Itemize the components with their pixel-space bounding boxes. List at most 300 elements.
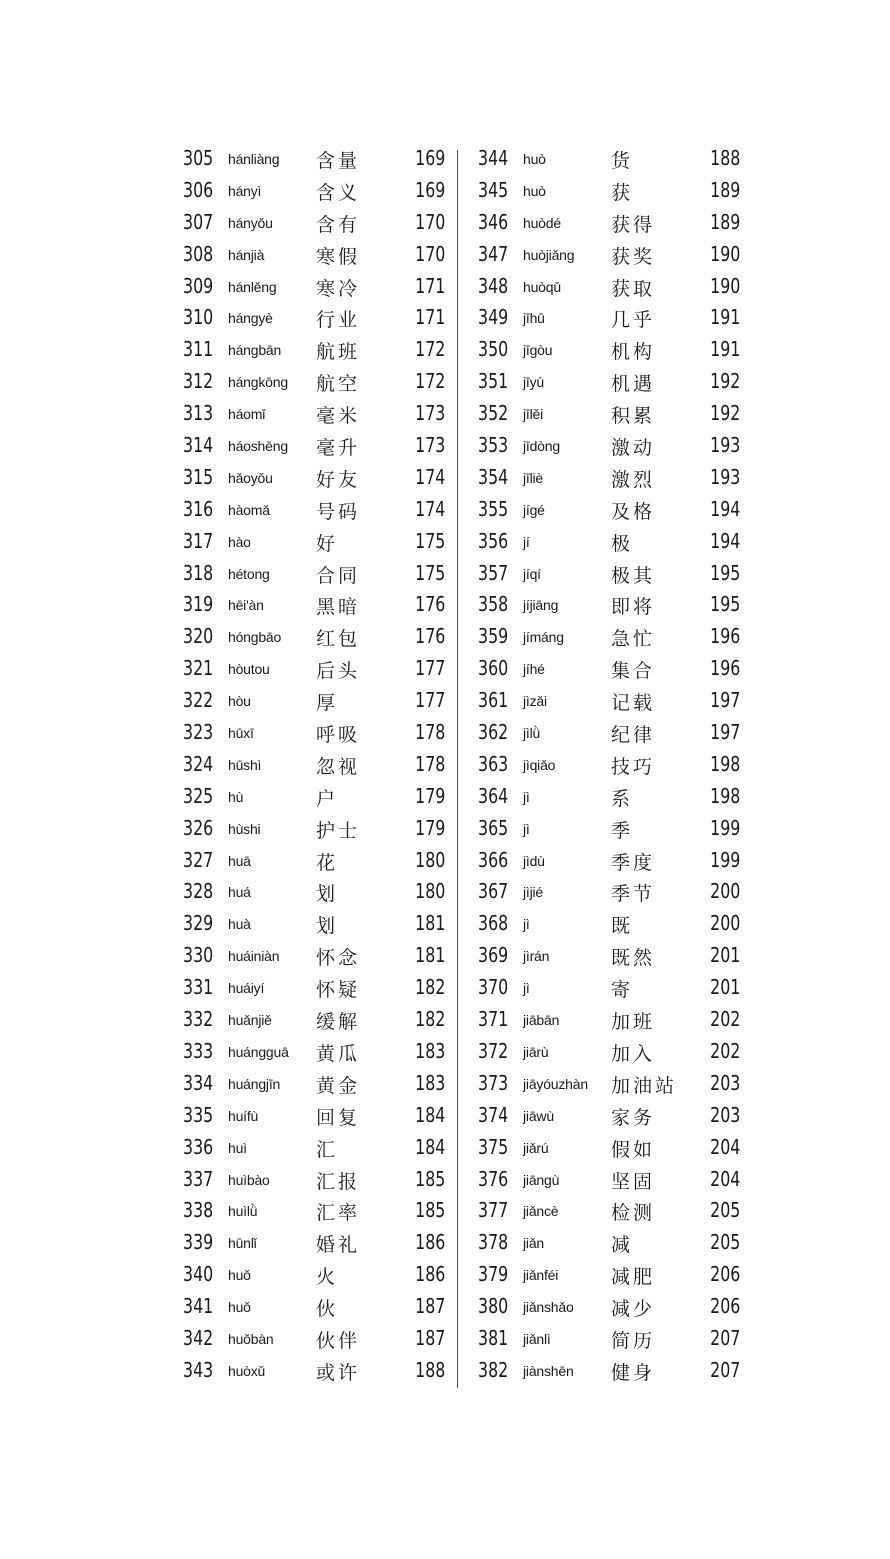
- vocab-entry-row: [183, 557, 445, 589]
- entry-hanzi: 极其: [611, 564, 656, 587]
- entry-page-number: 189: [709, 177, 740, 202]
- entry-hanzi: 护士: [316, 819, 361, 842]
- entry-pinyin: huífù: [228, 1107, 259, 1124]
- entry-pinyin: jì: [523, 980, 530, 997]
- vocab-entry-row: [478, 1354, 740, 1386]
- entry-hanzi: 含有: [316, 213, 361, 236]
- entry-page-number: 196: [709, 656, 740, 681]
- entry-page-number: 185: [414, 1198, 445, 1223]
- entry-number: 320: [183, 624, 214, 649]
- entry-number: 356: [478, 528, 509, 553]
- entry-page-number: 185: [414, 1166, 445, 1191]
- entry-pinyin: hángyè: [228, 310, 273, 327]
- entry-page-number: 202: [709, 1007, 740, 1032]
- entry-hanzi: 技巧: [611, 755, 656, 778]
- vocab-entry-row: [478, 333, 740, 365]
- vocab-entry-row: [478, 1258, 740, 1290]
- entry-hanzi: 汇: [316, 1138, 339, 1161]
- entry-hanzi: 伙伴: [316, 1329, 361, 1352]
- entry-pinyin: jīgòu: [523, 342, 553, 359]
- entry-number: 364: [478, 783, 509, 808]
- entry-page-number: 175: [414, 560, 445, 585]
- entry-pinyin: jígé: [523, 501, 545, 518]
- entry-pinyin: jíjiāng: [523, 597, 559, 614]
- vocab-entry-row: [183, 971, 445, 1003]
- entry-hanzi: 花: [316, 851, 339, 874]
- entry-number: 381: [478, 1325, 509, 1350]
- entry-number: 365: [478, 815, 509, 840]
- vocab-entry-row: [478, 939, 740, 971]
- entry-number: 347: [478, 241, 509, 266]
- vocab-entry-row: [478, 1290, 740, 1322]
- entry-page-number: 172: [414, 337, 445, 362]
- entry-page-number: 171: [414, 305, 445, 330]
- entry-pinyin: háomǐ: [228, 406, 266, 423]
- entry-hanzi: 获取: [611, 277, 656, 300]
- entry-pinyin: jiāyóuzhàn: [523, 1075, 588, 1092]
- entry-hanzi: 既然: [611, 947, 656, 970]
- entry-hanzi: 减肥: [611, 1266, 656, 1289]
- vocab-entry-row: [478, 1194, 740, 1226]
- entry-page-number: 180: [414, 847, 445, 872]
- vocab-entry-row: [183, 270, 445, 302]
- entry-number: 312: [183, 369, 214, 394]
- entry-pinyin: huáiniàn: [228, 948, 280, 965]
- entry-hanzi: 货: [611, 150, 634, 172]
- entry-hanzi: 纪律: [611, 724, 656, 747]
- vocab-entry-row: [478, 844, 740, 876]
- entry-number: 368: [478, 911, 509, 936]
- vocab-entry-row: [478, 301, 740, 333]
- entry-pinyin: jiǎnlì: [523, 1330, 551, 1347]
- entry-page-number: 205: [709, 1230, 740, 1255]
- entry-number: 340: [183, 1262, 214, 1287]
- entry-pinyin: jīyù: [523, 374, 544, 391]
- entry-page-number: 174: [414, 464, 445, 489]
- entry-page-number: 184: [414, 1134, 445, 1159]
- entry-number: 322: [183, 688, 214, 713]
- entry-pinyin: hánjià: [228, 246, 265, 263]
- entry-number: 363: [478, 751, 509, 776]
- entry-number: 352: [478, 401, 509, 426]
- entry-pinyin: jìjié: [523, 884, 544, 901]
- vocab-entry-row: [478, 142, 740, 174]
- vocab-entry-row: [478, 780, 740, 812]
- entry-hanzi: 划: [316, 883, 339, 906]
- entry-hanzi: 含量: [316, 150, 361, 172]
- entry-number: 331: [183, 975, 214, 1000]
- entry-number: 371: [478, 1007, 509, 1032]
- entry-page-number: 178: [414, 751, 445, 776]
- entry-page-number: 179: [414, 815, 445, 840]
- entry-hanzi: 及格: [611, 500, 656, 523]
- entry-pinyin: háoshēng: [228, 438, 288, 455]
- entry-page-number: 181: [414, 943, 445, 968]
- entry-page-number: 178: [414, 720, 445, 745]
- entry-page-number: 196: [709, 624, 740, 649]
- entry-pinyin: huángguā: [228, 1043, 289, 1060]
- entry-number: 379: [478, 1262, 509, 1287]
- entry-page-number: 190: [709, 241, 740, 266]
- entry-page-number: 170: [414, 241, 445, 266]
- entry-hanzi: 好友: [316, 468, 361, 491]
- entry-pinyin: hányì: [228, 182, 262, 199]
- vocab-entry-row: [478, 365, 740, 397]
- entry-number: 311: [183, 337, 214, 362]
- entry-page-number: 207: [709, 1357, 740, 1382]
- entry-number: 370: [478, 975, 509, 1000]
- entry-hanzi: 缓解: [316, 1011, 361, 1034]
- vocab-entry-row: [183, 939, 445, 971]
- entry-hanzi: 或许: [316, 1361, 361, 1384]
- entry-hanzi: 健身: [611, 1361, 656, 1384]
- vocab-entry-row: [478, 716, 740, 748]
- vocab-entry-row: [183, 844, 445, 876]
- entry-number: 354: [478, 464, 509, 489]
- entry-pinyin: jìdù: [523, 852, 545, 869]
- entry-pinyin: jiànshēn: [523, 1362, 574, 1379]
- column-divider: [457, 150, 458, 1388]
- vocab-entry-row: [183, 1099, 445, 1131]
- entry-page-number: 204: [709, 1134, 740, 1159]
- entry-page-number: 200: [709, 911, 740, 936]
- entry-pinyin: hángbān: [228, 342, 282, 359]
- entry-number: 313: [183, 401, 214, 426]
- entry-pinyin: jì: [523, 820, 530, 837]
- entry-number: 307: [183, 209, 214, 234]
- entry-pinyin: jiābān: [523, 1012, 560, 1029]
- entry-page-number: 199: [709, 847, 740, 872]
- entry-hanzi: 坚固: [611, 1170, 656, 1193]
- vocab-entry-row: [183, 652, 445, 684]
- entry-number: 309: [183, 273, 214, 298]
- vocab-entry-row: [183, 748, 445, 780]
- entry-page-number: 183: [414, 1070, 445, 1095]
- entry-number: 372: [478, 1038, 509, 1063]
- vocab-entry-row: [183, 1131, 445, 1163]
- entry-hanzi: 获: [611, 181, 634, 204]
- entry-pinyin: huǎnjiě: [228, 1012, 272, 1029]
- vocab-entry-row: [478, 620, 740, 652]
- entry-number: 358: [478, 592, 509, 617]
- entry-page-number: 188: [709, 146, 740, 170]
- entry-number: 351: [478, 369, 509, 394]
- entry-pinyin: jiāngù: [523, 1171, 560, 1188]
- entry-pinyin: huòxǔ: [228, 1362, 266, 1379]
- vocab-entry-row: [183, 716, 445, 748]
- vocab-entry-row: [183, 907, 445, 939]
- entry-pinyin: hóngbāo: [228, 629, 282, 646]
- entry-page-number: 206: [709, 1294, 740, 1319]
- vocab-entry-row: [183, 1258, 445, 1290]
- entry-page-number: 180: [414, 879, 445, 904]
- entry-pinyin: jí: [523, 533, 530, 550]
- vocab-column-left: [183, 142, 445, 1386]
- entry-number: 361: [478, 688, 509, 713]
- entry-page-number: 190: [709, 273, 740, 298]
- entry-pinyin: hánlěng: [228, 278, 277, 295]
- entry-pinyin: huángjīn: [228, 1075, 281, 1092]
- entry-pinyin: hángkōng: [228, 374, 288, 391]
- vocab-entry-row: [183, 684, 445, 716]
- entry-hanzi: 极: [611, 532, 634, 555]
- entry-page-number: 186: [414, 1262, 445, 1287]
- entry-page-number: 177: [414, 688, 445, 713]
- vocab-entry-row: [478, 174, 740, 206]
- entry-hanzi: 划: [316, 915, 339, 938]
- entry-page-number: 188: [414, 1357, 445, 1382]
- vocab-entry-row: [478, 557, 740, 589]
- entry-pinyin: hù: [228, 788, 244, 805]
- vocab-entry-row: [478, 1226, 740, 1258]
- entry-pinyin: hào: [228, 533, 251, 550]
- entry-pinyin: jì: [523, 788, 530, 805]
- entry-pinyin: hūxī: [228, 725, 254, 742]
- vocab-entry-row: [478, 429, 740, 461]
- entry-number: 317: [183, 528, 214, 553]
- entry-hanzi: 季节: [611, 883, 656, 906]
- entry-page-number: 205: [709, 1198, 740, 1223]
- entry-hanzi: 简历: [611, 1329, 656, 1352]
- vocab-entry-row: [183, 588, 445, 620]
- vocab-entry-row: [183, 525, 445, 557]
- entry-page-number: 184: [414, 1102, 445, 1127]
- entry-number: 337: [183, 1166, 214, 1191]
- entry-number: 359: [478, 624, 509, 649]
- entry-hanzi: 行业: [316, 309, 361, 332]
- vocab-entry-row: [183, 1003, 445, 1035]
- vocab-entry-row: [478, 1035, 740, 1067]
- entry-hanzi: 获得: [611, 213, 656, 236]
- entry-pinyin: jìzǎi: [523, 693, 547, 710]
- vocab-entry-row: [183, 174, 445, 206]
- vocab-entry-row: [478, 652, 740, 684]
- vocab-entry-row: [478, 684, 740, 716]
- entry-page-number: 179: [414, 783, 445, 808]
- entry-number: 325: [183, 783, 214, 808]
- entry-pinyin: huá: [228, 884, 251, 901]
- entry-hanzi: 记载: [611, 692, 656, 715]
- vocab-entry-row: [478, 493, 740, 525]
- entry-hanzi: 加入: [611, 1042, 656, 1065]
- vocab-entry-row: [478, 1099, 740, 1131]
- entry-pinyin: hòutou: [228, 661, 270, 678]
- vocab-entry-row: [478, 907, 740, 939]
- entry-hanzi: 怀疑: [316, 979, 361, 1002]
- entry-hanzi: 寄: [611, 979, 634, 1002]
- entry-page-number: 201: [709, 975, 740, 1000]
- entry-hanzi: 好: [316, 532, 339, 555]
- entry-pinyin: huì: [228, 1139, 247, 1156]
- vocab-entry-row: [478, 1067, 740, 1099]
- entry-number: 355: [478, 496, 509, 521]
- entry-page-number: 194: [709, 528, 740, 553]
- entry-page-number: 176: [414, 592, 445, 617]
- entry-page-number: 181: [414, 911, 445, 936]
- vocab-entry-row: [478, 397, 740, 429]
- entry-page-number: 194: [709, 496, 740, 521]
- entry-page-number: 193: [709, 464, 740, 489]
- entry-hanzi: 航班: [316, 341, 361, 364]
- entry-page-number: 175: [414, 528, 445, 553]
- entry-pinyin: jīhū: [523, 310, 545, 327]
- entry-hanzi: 黄金: [316, 1074, 361, 1097]
- entry-hanzi: 怀念: [316, 947, 361, 970]
- entry-hanzi: 合同: [316, 564, 361, 587]
- entry-number: 374: [478, 1102, 509, 1127]
- entry-pinyin: jìrán: [523, 948, 550, 965]
- entry-number: 344: [478, 146, 509, 170]
- entry-page-number: 203: [709, 1102, 740, 1127]
- entry-number: 375: [478, 1134, 509, 1159]
- entry-number: 367: [478, 879, 509, 904]
- entry-number: 329: [183, 911, 214, 936]
- entry-pinyin: hūnlǐ: [228, 1235, 257, 1252]
- entry-pinyin: jìlǜ: [523, 725, 541, 742]
- entry-number: 321: [183, 656, 214, 681]
- entry-pinyin: jīdòng: [523, 438, 560, 455]
- entry-number: 305: [183, 146, 214, 170]
- entry-pinyin: hétong: [228, 565, 270, 582]
- vocab-entry-row: [183, 397, 445, 429]
- entry-hanzi: 几乎: [611, 309, 656, 332]
- vocab-entry-row: [183, 1322, 445, 1354]
- vocab-entry-row: [183, 1035, 445, 1067]
- entry-page-number: 207: [709, 1325, 740, 1350]
- vocab-entry-row: [183, 1226, 445, 1258]
- entry-page-number: 200: [709, 879, 740, 904]
- entry-page-number: 187: [414, 1325, 445, 1350]
- entry-number: 378: [478, 1230, 509, 1255]
- entry-number: 350: [478, 337, 509, 362]
- entry-pinyin: jímáng: [523, 629, 564, 646]
- entry-pinyin: hòu: [228, 693, 251, 710]
- entry-hanzi: 集合: [611, 660, 656, 683]
- entry-number: 318: [183, 560, 214, 585]
- entry-number: 333: [183, 1038, 214, 1063]
- entry-hanzi: 机遇: [611, 373, 656, 396]
- entry-hanzi: 厚: [316, 692, 339, 715]
- vocab-entry-row: [183, 875, 445, 907]
- entry-hanzi: 汇率: [316, 1202, 361, 1225]
- entry-page-number: 198: [709, 751, 740, 776]
- entry-pinyin: hēi'àn: [228, 597, 264, 614]
- vocab-entry-row: [478, 1131, 740, 1163]
- entry-number: 330: [183, 943, 214, 968]
- entry-page-number: 192: [709, 401, 740, 426]
- entry-page-number: 171: [414, 273, 445, 298]
- vocab-column-right: [478, 142, 740, 1386]
- entry-pinyin: huáiyí: [228, 980, 265, 997]
- entry-hanzi: 黑暗: [316, 596, 361, 619]
- entry-number: 328: [183, 879, 214, 904]
- entry-hanzi: 火: [316, 1266, 339, 1289]
- entry-page-number: 192: [709, 369, 740, 394]
- entry-number: 324: [183, 751, 214, 776]
- entry-pinyin: hǎoyǒu: [228, 469, 273, 486]
- entry-hanzi: 毫升: [316, 437, 361, 460]
- entry-pinyin: huòjiǎng: [523, 246, 575, 263]
- vocab-entry-row: [478, 461, 740, 493]
- entry-page-number: 189: [709, 209, 740, 234]
- entry-hanzi: 后头: [316, 660, 361, 683]
- entry-hanzi: 寒冷: [316, 277, 361, 300]
- entry-pinyin: huò: [523, 182, 546, 199]
- entry-pinyin: huìbào: [228, 1171, 270, 1188]
- vocab-entry-row: [183, 206, 445, 238]
- entry-page-number: 202: [709, 1038, 740, 1063]
- entry-number: 332: [183, 1007, 214, 1032]
- vocab-entry-row: [478, 206, 740, 238]
- vocab-entry-row: [183, 620, 445, 652]
- entry-page-number: 173: [414, 433, 445, 458]
- entry-pinyin: huà: [228, 916, 251, 933]
- vocab-entry-row: [478, 270, 740, 302]
- entry-number: 353: [478, 433, 509, 458]
- entry-hanzi: 伙: [316, 1298, 339, 1321]
- entry-pinyin: jíqí: [523, 565, 541, 582]
- entry-pinyin: hánliàng: [228, 151, 280, 167]
- entry-number: 348: [478, 273, 509, 298]
- vocab-entry-row: [478, 971, 740, 1003]
- vocab-entry-row: [183, 493, 445, 525]
- entry-page-number: 195: [709, 560, 740, 585]
- entry-page-number: 206: [709, 1262, 740, 1287]
- vocab-entry-row: [183, 142, 445, 174]
- entry-number: 377: [478, 1198, 509, 1223]
- entry-number: 362: [478, 720, 509, 745]
- vocab-entry-row: [478, 588, 740, 620]
- entry-pinyin: jiǎrú: [523, 1139, 549, 1156]
- entry-pinyin: hùshi: [228, 820, 261, 837]
- vocab-entry-row: [183, 1354, 445, 1386]
- entry-hanzi: 家务: [611, 1106, 656, 1129]
- entry-hanzi: 既: [611, 915, 634, 938]
- entry-number: 373: [478, 1070, 509, 1095]
- entry-number: 357: [478, 560, 509, 585]
- entry-page-number: 186: [414, 1230, 445, 1255]
- entry-number: 338: [183, 1198, 214, 1223]
- entry-hanzi: 回复: [316, 1106, 361, 1129]
- vocab-entry-row: [183, 1290, 445, 1322]
- entry-number: 343: [183, 1357, 214, 1382]
- entry-hanzi: 黄瓜: [316, 1042, 361, 1065]
- entry-pinyin: jì: [523, 916, 530, 933]
- entry-hanzi: 季度: [611, 851, 656, 874]
- entry-page-number: 172: [414, 369, 445, 394]
- entry-number: 342: [183, 1325, 214, 1350]
- entry-hanzi: 获奖: [611, 245, 656, 268]
- entry-page-number: 173: [414, 401, 445, 426]
- entry-pinyin: jiǎnféi: [523, 1267, 559, 1284]
- entry-hanzi: 婚礼: [316, 1234, 361, 1257]
- entry-pinyin: jíhé: [523, 661, 545, 678]
- entry-hanzi: 含义: [316, 181, 361, 204]
- entry-page-number: 204: [709, 1166, 740, 1191]
- entry-pinyin: huǒbàn: [228, 1330, 274, 1347]
- vocab-entry-row: [478, 1003, 740, 1035]
- entry-number: 336: [183, 1134, 214, 1159]
- entry-pinyin: jìqiǎo: [523, 756, 556, 773]
- entry-number: 319: [183, 592, 214, 617]
- vocab-entry-row: [478, 1163, 740, 1195]
- entry-hanzi: 机构: [611, 341, 656, 364]
- vocab-entry-row: [183, 1163, 445, 1195]
- entry-hanzi: 急忙: [611, 628, 656, 651]
- entry-number: 306: [183, 177, 214, 202]
- entry-hanzi: 加油站: [611, 1074, 678, 1097]
- entry-pinyin: jiāwù: [523, 1107, 554, 1124]
